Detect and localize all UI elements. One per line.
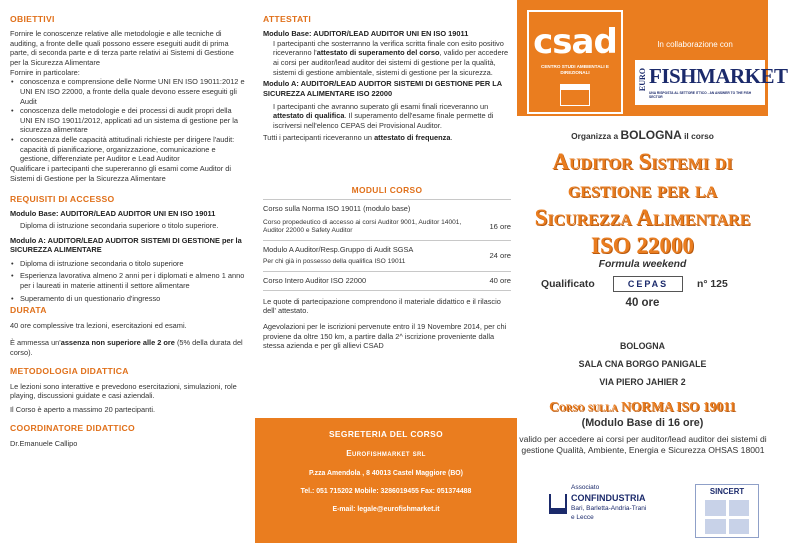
att-tutti-text: Tutti i partecipanti riceveranno un attestato di frequenza. <box>263 133 453 143</box>
collab-text: In collaborazione con <box>657 40 733 49</box>
att-modulo-a-text: I partecipanti che avranno superato gli esami finali riceveranno un attestato di qualifica. Il superamento dell'esame finale permette di iscriversi nell'elenco CEPAS dei Provisional Auditor. <box>273 101 494 130</box>
qualificato-label: Qualificato <box>541 279 595 290</box>
durata-text: 40 ore complessive tra lezioni, esercitazioni ed esami. <box>10 320 187 330</box>
modulo-row: Corso sulla Norma ISO 19011 (modulo base) <box>263 203 411 213</box>
req-modulo-a: Modulo A: AUDITOR/LEAD AUDITOR SISTEMI DI GESTIONE per la SICUREZZA ALIMENTARE <box>10 235 242 255</box>
right-column <box>517 0 788 543</box>
eurofishmarket-logo: EURO FISHMARKET UNA RISPOSTA AL SETTORE ITTICO - AN ANSWER TO THE FISH SECTOR <box>635 60 765 105</box>
fornire-label: Fornire in particolare: <box>10 67 80 77</box>
metodologia-title: METODOLOGIA DIDATTICA <box>10 366 129 377</box>
valido-text: valido per accedere ai corsi per auditor/lead auditor dei sistemi di gestione Qualità, Ambiente, Energia e Sicurezza OHSAS 18001 <box>519 434 767 455</box>
modulo-base-text: (Modulo Base di 16 ore) <box>581 417 704 429</box>
organizza-text: Organizza a BOLOGNA il corso <box>571 128 714 142</box>
location: BOLOGNA SALA CNA BORGO PANIGALE VIA PIERO JAHIER 2 <box>578 341 707 387</box>
obiettivi-bullet: • conoscenza e comprensione delle Norme UNI EN ISO 19011:2012 e UNI EN ISO 22000, a fronte della quale devono essere eseguiti gli Audit <box>10 77 245 106</box>
coordinatore-title: COORDINATORE DIDATTICO <box>10 423 135 434</box>
qualificare-text: Qualificare i partecipanti che supereranno gli esami come Auditor di Sistemi di Gestione per la Sicurezza Alimentare <box>10 163 232 183</box>
corso-norma-title: Corso sulla NORMA ISO 19011 <box>549 399 736 414</box>
course-title: Auditor Sistemi di gestione per la Sicurezza Alimentare ISO 22000 <box>534 149 751 258</box>
att-modulo-base-text: I partecipanti che sosterranno la verifica scritta finale con esito positivo riceveranno l'attestato di superamento del corso, valido per accedere ai corsi per auditor/lead auditor dei sistemi di gestione per la qualità, sistemi di gestione ambientale, sistemi di gestione per la sicurezza. <box>273 38 509 77</box>
sincert-logo: SINCERT <box>695 484 759 538</box>
metodologia-text: Le lezioni sono interattive e prevedono esercitazioni, simulazioni, role playing, discussioni guidate e casi aziendali. <box>10 381 237 401</box>
confindustria-logo: Associato CONFINDUSTRIA Bari, Barletta-Andria-Trani e Lecce <box>549 484 671 536</box>
obiettivi-title: OBIETTIVI <box>10 14 55 24</box>
att-modulo-a: Modulo A: AUDITOR/LEAD AUDITOR SISTEMI DI GESTIONE PER LA SICUREZZA ALIMENTARE ISO 22000 <box>263 79 502 98</box>
moduli-title: MODULI CORSO <box>263 185 511 200</box>
modulo-row: Modulo A Auditor/Resp.Gruppo di Audit SGSA Per chi già in possesso della qualifica ISO 19011 24 ore <box>263 241 511 272</box>
obiettivi-bullet: • conoscenza delle capacità attitudinali richieste per dirigere l'audit: capacità di pianificazione, organizzazione, comunicazione e gestione, differenziate per Auditor e Lead Auditor <box>10 135 245 164</box>
middle-column <box>255 0 517 543</box>
segreteria-box <box>255 418 517 543</box>
confindustria-eagle-icon <box>549 494 567 514</box>
req-modulo-base-text: Diploma di istruzione secondaria superiore o titolo superiore. <box>20 220 219 230</box>
csad-logo: csad CENTRO STUDI AMBIENTALI E DIREZIONALI <box>527 10 623 114</box>
att-modulo-base: Modulo Base: AUDITOR/LEAD AUDITOR UNI EN ISO 19011 <box>263 29 469 39</box>
modulo-row: Corso propedeutico di accesso ai corsi Auditor 9001, Auditor 14001, Auditor 22000 e Safety Auditor 16 ore <box>263 215 511 241</box>
partecipanti-text: Il Corso è aperto a massimo 20 partecipanti. <box>10 404 156 414</box>
obiettivi-bullet: • conoscenza delle metodologie e dei processi di audit propri della UNI EN ISO 19011/2012, applicati ad un sistema di gestione per la sicurezza alimentare <box>10 106 245 135</box>
cepas-logo: CEPAS <box>613 276 683 292</box>
segreteria-tel: Tel.: 051 715202 Mobile: 3286019455 Fax: 051374488 <box>300 487 472 495</box>
quote-text: Le quote di partecipazione comprendono il materiale didattico e il rilascio dell' attestato. <box>263 296 501 316</box>
cepas-number: n° 125 <box>697 279 728 290</box>
segreteria-title: SEGRETERIA DEL CORSO <box>328 429 444 439</box>
coordinatore-name: Dr.Emanuele Callipo <box>10 438 78 448</box>
req-bullet: • Diploma di istruzione secondaria o titolo superiore <box>10 259 245 269</box>
formula-text: Formula weekend <box>598 259 687 270</box>
req-bullet: • Superamento di un questionario d'ingresso <box>10 294 245 304</box>
agevolazioni-text: Agevolazioni per le iscrizioni pervenute entro il 19 Novembre 2014, per chi proviene da oltre 150 km, a partire dalla 2^ iscrizione proveniente dalla stessa azienda e per gli allievi CSAD <box>263 322 507 351</box>
req-modulo-base: Modulo Base: AUDITOR/LEAD AUDITOR UNI EN ISO 19011 <box>10 209 216 219</box>
segreteria-company: Eurofishmarket srl <box>346 448 426 458</box>
building-icon <box>560 84 590 106</box>
requisiti-title: REQUISITI DI ACCESSO <box>10 194 115 205</box>
ore-text: 40 ore <box>625 297 660 309</box>
durata-title: DURATA <box>10 305 47 316</box>
obiettivi-text: Fornire le conoscenze relative alle metodologie e alle tecniche di auditing, a fronte delle quali possono essere eseguiti audit di prima parte, di seconda parte e di terza parte relativi ai Sistemi di Gestione per la Sicurezza Alimentare <box>10 29 234 68</box>
assenza-text: È ammessa un'assenza non superiore alle 2 ore (5% della durata del corso). <box>10 338 243 357</box>
attestati-title: ATTESTATI <box>263 14 312 24</box>
req-bullet: • Esperienza lavorativa almeno 2 anni per i diplomati e almeno 1 anno per i laureati in materie attinenti il settore alimentare <box>10 271 245 290</box>
segreteria-email[interactable]: E-mail: legale@eurofishmarket.it <box>332 505 440 513</box>
modulo-row: Corso Intero Auditor ISO 22000 40 ore <box>263 272 511 291</box>
left-column <box>0 0 255 543</box>
segreteria-address: P.zza Amendola , 8 40013 Castel Maggiore (BO) <box>309 469 463 477</box>
